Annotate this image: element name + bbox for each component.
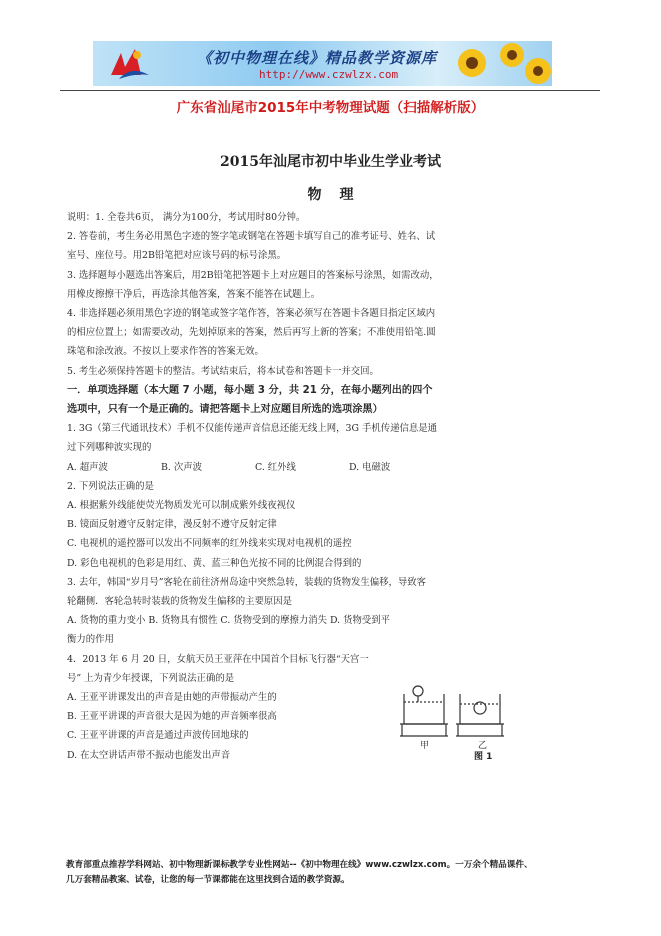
instruction-line: 4. 非选择题必须用黑色字迹的钢笔或签字笔作答，答案必须写在答题卡各题目指定区域内 [67,308,436,320]
figure-caption: 图 1 [474,752,493,760]
question-3-stem: 轮翻侧．客轮急转时装载的货物发生偏移的主要原因是 [67,596,293,608]
option-a: A. 根据紫外线能使荧光物质发光可以制成紫外线夜视仪 [67,500,296,512]
instruction-line: 的相应位置上；如需要改动，先划掉原来的答案，然后再写上新的答案；不准使用铅笔.圆 [67,327,436,339]
option-d: D. 电磁波 [349,461,391,473]
instruction-line: 说明：1. 全卷共6页， 满分为100分，考试用时80分钟。 [67,212,306,223]
footer-line: 教育部重点推荐学科网站、初中物理新课标教学专业性网站--《初中物理在线》www.czwlzx.com。一万余个精品课件、 [66,860,533,870]
option-b: B. 次声波 [161,461,202,473]
question-4-stem: 4．2013 年 6 月 20 日，女航天员王亚萍在中国首个目标飞行器“天宫一 [67,653,369,665]
instruction-line: 用橡皮擦擦干净后，再选涂其他答案，答案不能答在试题上。 [67,288,321,300]
question-1-stem: 过下列哪种波实现的 [67,442,152,454]
exam-subject: 物理 [307,187,372,203]
figure-label-right: 乙 [478,741,488,751]
option-c: C. 王亚平讲课的声音是通过声波传回地球的 [67,730,249,742]
instruction-line: 5. 考生必须保持答题卡的整洁。考试结束后，将本试卷和答题卡一并交回。 [67,365,379,377]
figure-1 [398,680,508,760]
option-c: C. 红外线 [255,461,296,473]
option-a: A. 王亚平讲课发出的声音是由她的声带振动产生的 [67,692,277,704]
option-a: A. 超声波 [67,461,108,473]
instruction-line: 珠笔和涂改液。不按以上要求作答的答案无效。 [67,346,264,358]
banner-url[interactable]: http://www.czwlzx.com [259,68,399,81]
site-logo-icon [107,45,153,83]
beaker-right [456,694,504,736]
option-b: B. 镜面反射遵守反射定律，漫反射不遵守反射定律 [67,519,277,531]
banner-title: 《初中物理在线》精品教学资源库 [197,49,438,67]
option-d: D. 彩色电视机的色彩是用红、黄、蓝三种色光按不同的比例混合得到的 [67,557,362,569]
question-3-stem: 3. 去年，韩国“岁月号”客轮在前往济州岛途中突然急转，装载的货物发生偏移，导致客 [67,576,427,588]
question-4-stem: 号” 上为青少年授课，下列说法正确的是 [67,672,235,684]
exam-content [67,208,445,765]
sunflower-icon [442,41,552,86]
banner [93,41,552,86]
option-d: D. 在太空讲话声带不振动也能发出声音 [67,749,231,761]
question-1-options [67,458,445,477]
header-rule [60,90,600,91]
instruction-line: 3. 选择题每小题选出答案后，用2B铅笔把答题卡上对应题目的答案标号涂黑，如需改动， [67,269,439,281]
instruction-line: 室号、座位号。用2B铅笔把对应该号码的标号涂黑。 [67,250,287,262]
question-3-options-cont: 衡力的作用 [67,634,114,646]
exam-title: 2015年汕尾市初中毕业生学业考试 [220,154,441,170]
question-2-stem: 2. 下列说法正确的是 [67,480,154,492]
footer [66,858,606,888]
doc-title: 广东省汕尾市2015年中考物理试题（扫描解析版） [176,100,485,116]
section-heading: 一．单项选择题（本大题 7 小题，每小题 3 分，共 21 分，在每小题列出的四个 [67,384,433,396]
section-heading: 选项中，只有一个是正确的。请把答题卡上对应题目所选的选项涂黑） [67,404,383,416]
question-1-stem: 1. 3G（第三代通讯技术）手机不仅能传递声音信息还能无线上网，3G 手机传递信息是通 [67,423,437,435]
footer-line: 几万套精品教案、试卷，让您的每一节课都能在这里找到合适的教学资源。 [66,875,350,885]
option-c: C. 电视机的遥控器可以发出不同频率的红外线来实现对电视机的遥控 [67,538,352,550]
instruction-line: 2. 答卷前，考生务必用黑色字迹的签字笔或钢笔在答题卡填写自己的准考证号、姓名、试 [67,231,436,243]
question-3-options: A. 货物的重力变小 B. 货物具有惯性 C. 货物受到的摩擦力消失 D. 货物受到平 [67,615,390,627]
beaker-left [400,686,448,736]
option-b: B. 王亚平讲课的声音很大是因为她的声音频率很高 [67,711,277,723]
figure-label-left: 甲 [420,741,430,751]
